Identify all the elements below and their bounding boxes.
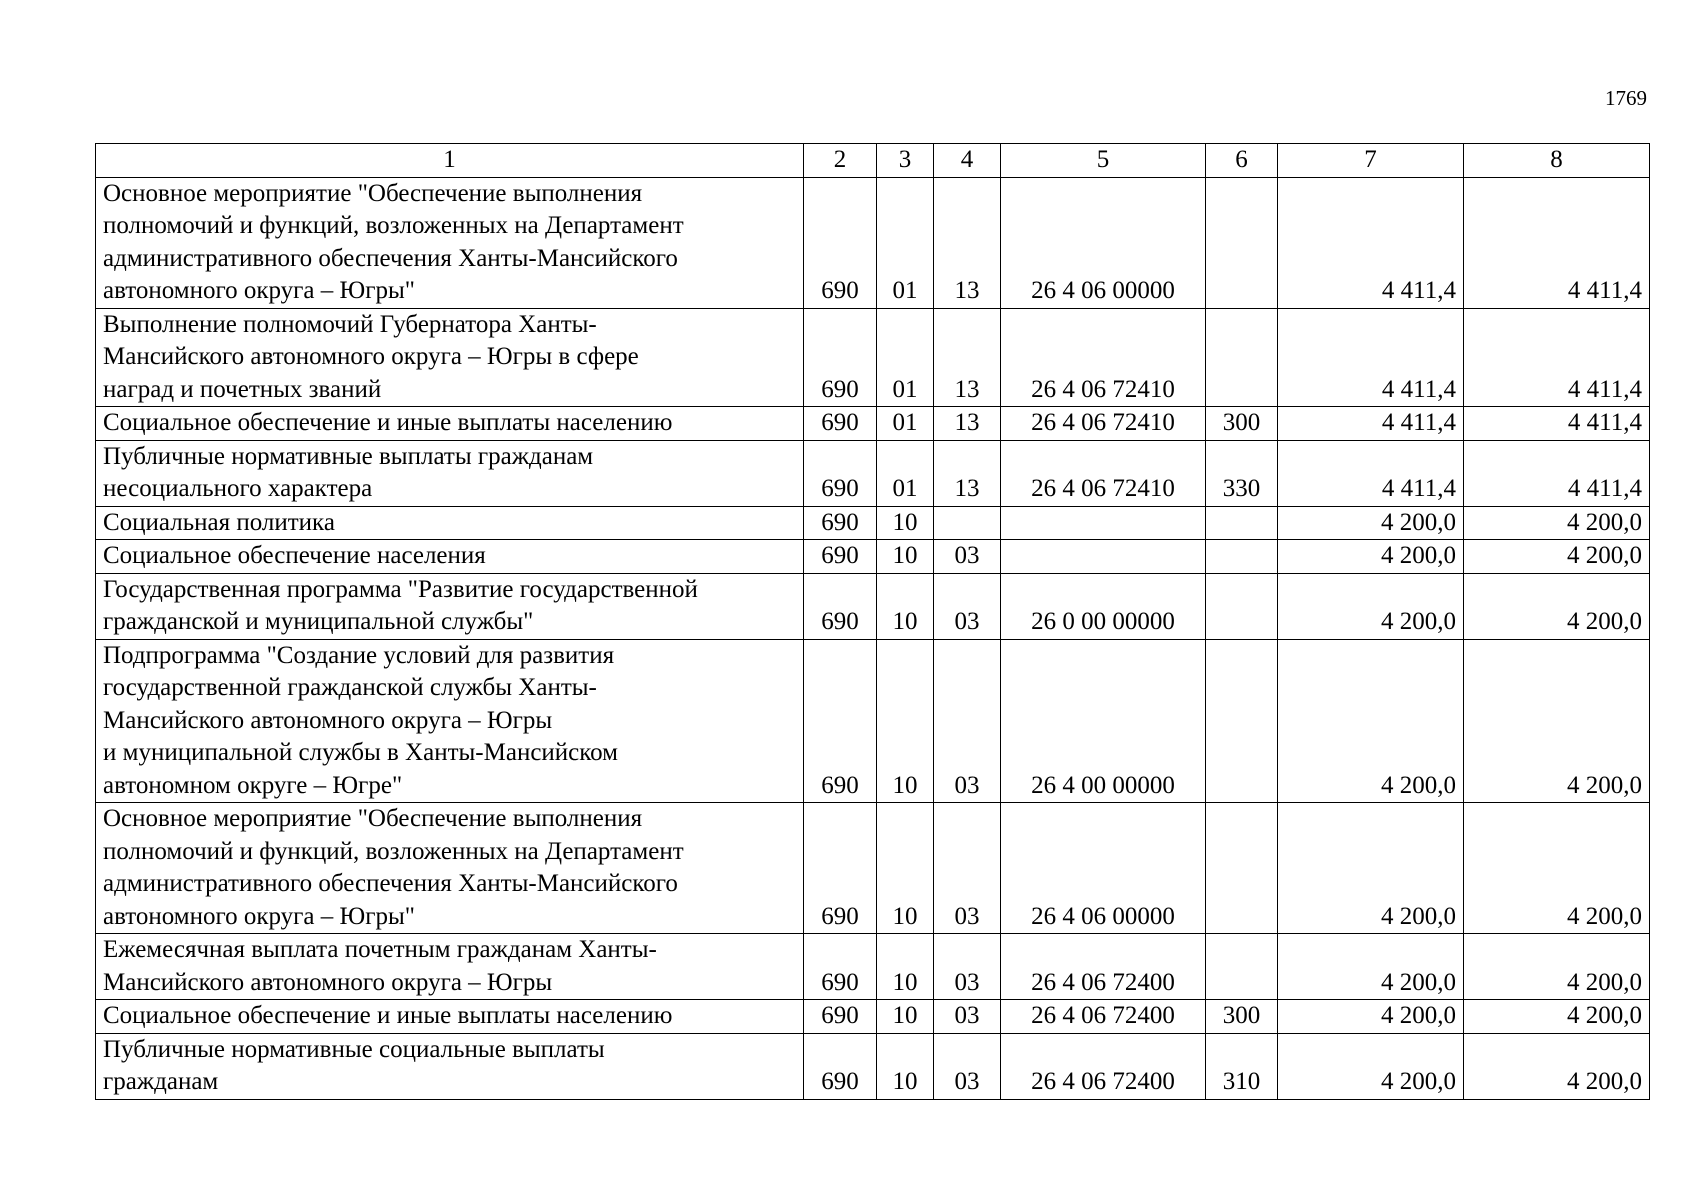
row-name-line: Публичные нормативные социальные выплаты [103,1035,605,1063]
expense-type-cell: 330 [1206,440,1278,506]
admin-code-cell: 690 [804,1000,877,1034]
amount-cell: 4 200,0 [1464,934,1650,1000]
row-name-line: Социальное обеспечение населения [103,542,486,569]
table-row [96,1033,1650,1099]
row-name-line: полномочий и функций, возложенных на Департамент [103,837,684,865]
target-article-cell [1001,506,1206,540]
section-cell: 01 [877,308,934,407]
subsection-cell: 03 [934,639,1001,803]
subsection-cell: 03 [934,540,1001,574]
table-row [96,177,1650,308]
section-cell: 10 [877,934,934,1000]
column-header: 5 [1001,144,1206,178]
target-article-cell: 26 4 06 72410 [1001,440,1206,506]
expense-type-cell [1206,803,1278,934]
column-header: 2 [804,144,877,178]
target-article-cell: 26 4 06 72400 [1001,1033,1206,1099]
amount-cell: 4 200,0 [1464,639,1650,803]
amount-cell: 4 200,0 [1464,573,1650,639]
target-article-cell: 26 4 06 72400 [1001,1000,1206,1034]
row-name-line: несоциального характера [103,475,373,502]
table-row [96,1000,1650,1034]
expense-type-cell [1206,639,1278,803]
subsection-cell: 03 [934,803,1001,934]
expense-type-cell: 300 [1206,1000,1278,1034]
section-cell: 01 [877,440,934,506]
admin-code-cell: 690 [804,308,877,407]
row-name-line: государственной гражданской службы Ханты- [103,674,597,701]
section-cell: 10 [877,506,934,540]
column-header: 4 [934,144,1001,178]
subsection-cell: 03 [934,1033,1001,1099]
amount-cell: 4 411,4 [1278,407,1464,441]
admin-code-cell: 690 [804,440,877,506]
amount-cell: 4 411,4 [1278,440,1464,506]
table-row [96,803,1650,934]
column-header: 8 [1464,144,1650,178]
admin-code-cell: 690 [804,540,877,574]
row-name-line: Основное мероприятие "Обеспечение выполнения [103,179,643,207]
target-article-cell: 26 4 06 72400 [1001,934,1206,1000]
amount-cell: 4 200,0 [1278,540,1464,574]
row-name-line: полномочий и функций, возложенных на Департамент [103,212,684,239]
subsection-cell: 03 [934,573,1001,639]
amount-cell: 4 200,0 [1278,573,1464,639]
subsection-cell: 03 [934,934,1001,1000]
row-name-line: автономного округа – Югры" [103,277,415,304]
table-row [96,639,1650,803]
row-name-line: Подпрограмма "Создание условий для развития [103,641,615,669]
target-article-cell: 26 4 00 00000 [1001,639,1206,803]
row-name-line: Социальное обеспечение и иные выплаты населению [103,409,673,436]
amount-cell: 4 200,0 [1464,1033,1650,1099]
admin-code-cell: 690 [804,1033,877,1099]
row-name [96,540,804,574]
row-name-line: административного обеспечения Ханты-Мансийского [103,244,678,272]
table-row [96,540,1650,574]
row-name [96,308,804,407]
row-name-line: Социальное обеспечение и иные выплаты населению [103,1002,673,1029]
amount-cell: 4 411,4 [1464,440,1650,506]
table-body [96,177,1650,1099]
amount-cell: 4 200,0 [1464,506,1650,540]
section-cell: 10 [877,540,934,574]
subsection-cell: 13 [934,177,1001,308]
admin-code-cell: 690 [804,573,877,639]
amount-cell: 4 200,0 [1278,934,1464,1000]
table-row [96,407,1650,441]
amount-cell: 4 411,4 [1464,177,1650,308]
expense-type-cell [1206,506,1278,540]
row-name [96,506,804,540]
section-cell: 01 [877,407,934,441]
row-name [96,573,804,639]
admin-code-cell: 690 [804,177,877,308]
expense-type-cell [1206,177,1278,308]
amount-cell: 4 200,0 [1278,506,1464,540]
expense-type-cell: 300 [1206,407,1278,441]
amount-cell: 4 200,0 [1278,1000,1464,1034]
row-name-line: административного обеспечения Ханты-Мансийского [103,870,678,897]
expense-type-cell: 310 [1206,1033,1278,1099]
row-name-line: гражданской и муниципальной службы" [103,608,534,635]
subsection-cell: 13 [934,407,1001,441]
row-name [96,440,804,506]
expense-type-cell [1206,540,1278,574]
row-name-line: и муниципальной службы в Ханты-Мансийском [103,739,619,766]
section-cell: 01 [877,177,934,308]
row-name-line: Выполнение полномочий Губернатора Ханты- [103,310,597,338]
row-name [96,803,804,934]
amount-cell: 4 200,0 [1464,1000,1650,1034]
target-article-cell: 26 4 06 00000 [1001,803,1206,934]
amount-cell: 4 200,0 [1278,1033,1464,1099]
row-name [96,1033,804,1099]
row-name-line: Государственная программа "Развитие государственной [103,575,698,603]
expense-type-cell [1206,308,1278,407]
row-name-line: Мансийского автономного округа – Югры [103,706,553,734]
subsection-cell: 13 [934,308,1001,407]
subsection-cell: 13 [934,440,1001,506]
table-row [96,573,1650,639]
row-name-line: Основное мероприятие "Обеспечение выполнения [103,805,643,832]
admin-code-cell: 690 [804,639,877,803]
column-header: 6 [1206,144,1278,178]
admin-code-cell: 690 [804,506,877,540]
row-name-line: Мансийского автономного округа – Югры [103,968,553,996]
amount-cell: 4 411,4 [1278,177,1464,308]
expense-type-cell [1206,934,1278,1000]
target-article-cell [1001,540,1206,574]
header-row [96,144,1650,178]
amount-cell: 4 200,0 [1464,803,1650,934]
amount-cell: 4 200,0 [1278,639,1464,803]
row-name-line: автономном округе – Югре" [103,771,403,799]
row-name [96,639,804,803]
target-article-cell: 26 0 00 00000 [1001,573,1206,639]
budget-table [95,143,1650,1100]
row-name [96,934,804,1000]
amount-cell: 4 200,0 [1464,540,1650,574]
target-article-cell: 26 4 06 72410 [1001,407,1206,441]
table-row [96,506,1650,540]
row-name-line: гражданам [103,1068,219,1095]
amount-cell: 4 411,4 [1464,308,1650,407]
row-name-line: Ежемесячная выплата почетным гражданам Ханты- [103,936,657,963]
column-header: 1 [96,144,804,178]
table-row [96,440,1650,506]
admin-code-cell: 690 [804,407,877,441]
target-article-cell: 26 4 06 72410 [1001,308,1206,407]
section-cell: 10 [877,573,934,639]
row-name [96,407,804,441]
table-row [96,308,1650,407]
row-name [96,1000,804,1034]
amount-cell: 4 200,0 [1278,803,1464,934]
amount-cell: 4 411,4 [1278,308,1464,407]
column-header: 7 [1278,144,1464,178]
subsection-cell [934,506,1001,540]
page-number: 1769 [1605,86,1647,110]
row-name-line: автономного округа – Югры" [103,902,415,930]
row-name-line: Публичные нормативные выплаты гражданам [103,442,594,470]
row-name-line: Мансийского автономного округа – Югры в сфере [103,343,639,370]
admin-code-cell: 690 [804,803,877,934]
section-cell: 10 [877,1000,934,1034]
amount-cell: 4 411,4 [1464,407,1650,441]
section-cell: 10 [877,803,934,934]
row-name [96,177,804,308]
row-name-line: наград и почетных званий [103,375,382,403]
row-name-line: Социальная политика [103,508,335,536]
admin-code-cell: 690 [804,934,877,1000]
subsection-cell: 03 [934,1000,1001,1034]
expense-type-cell [1206,573,1278,639]
section-cell: 10 [877,639,934,803]
section-cell: 10 [877,1033,934,1099]
column-header: 3 [877,144,934,178]
target-article-cell: 26 4 06 00000 [1001,177,1206,308]
table-row [96,934,1650,1000]
